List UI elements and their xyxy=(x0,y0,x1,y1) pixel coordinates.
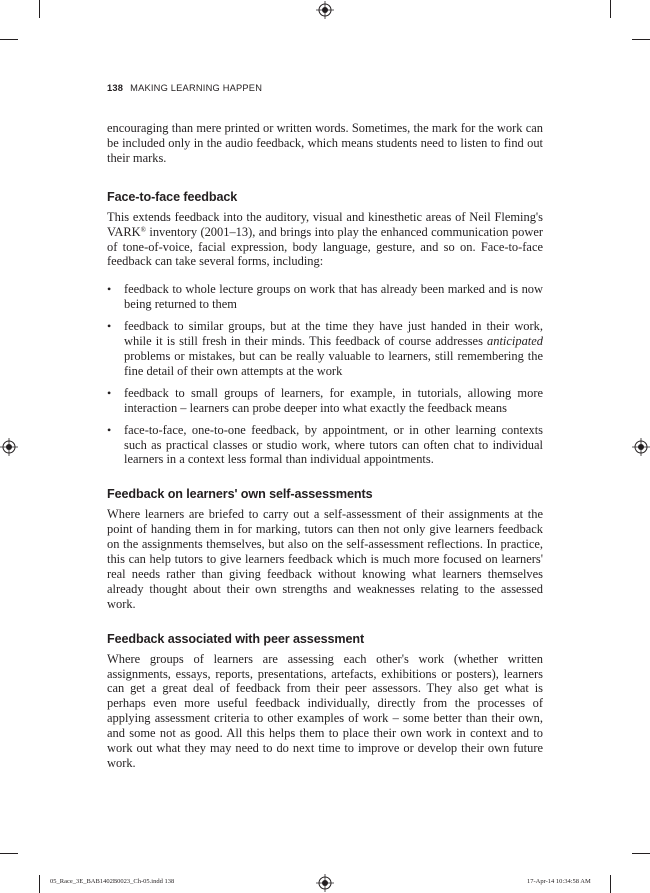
crop-mark xyxy=(632,39,650,40)
crop-mark xyxy=(0,39,18,40)
section-heading: Feedback associated with peer assessment xyxy=(107,631,365,646)
list-item-text: feedback to small groups of learners, for example, in tutorials, allowing more interaction – learners can probe deeper into what exactly the feedback means xyxy=(124,385,543,415)
slug-timestamp: 17-Apr-14 10:34:58 AM xyxy=(527,878,591,885)
crop-mark xyxy=(610,875,611,893)
paragraph-text: inventory (2001–13), and brings into play the enhanced communication power of tone-of-voice, facial expression, body language, gesture, and so on. Face-to-face feedback can take several forms, including: xyxy=(107,224,543,269)
list-item xyxy=(107,282,543,312)
bullet-list xyxy=(107,282,543,467)
crop-mark xyxy=(0,853,18,854)
registered-mark: ® xyxy=(140,225,146,234)
section-paragraph: Where learners are briefed to carry out a self-assessment of their assignments at the point of handing them in for marking, tutors can then not only give learners feedback on the assignments themselves, but also on the self-assessment reflections. In practice, this can help tutors to give learners feedback which is much more focused on learners' real needs rather than giving feedback without knowing what learners themselves already thought about their own strengths and weaknesses relating to the assessed work. xyxy=(107,507,543,611)
list-item xyxy=(107,386,543,416)
page-body xyxy=(107,121,543,771)
list-item xyxy=(107,423,543,468)
section-heading: Feedback on learners' own self-assessments xyxy=(107,487,373,502)
bullet-icon: • xyxy=(107,422,112,437)
crop-mark xyxy=(39,875,40,893)
paragraph-text: This extends feedback into the auditory, visual and kinesthetic areas of Neil Fleming's VARK xyxy=(107,209,543,239)
list-item-text: feedback to whole lecture groups on work that has already been marked and is now being returned to them xyxy=(124,282,543,312)
section-paragraph: Where groups of learners are assessing each other's work (whether written assignments, essays, reports, presentations, artefacts, exhibitions or posters), learners can get a great deal of feedback from their peer assessors. They also get what is perhaps even more useful feedback individually, directly from the processes of applying assessment criteria to other examples of work – some better than their own, and some not as good. All this helps them to place their own work in context and to work out what they may need to do next time to improve or develop their own future work. xyxy=(107,651,543,770)
list-item xyxy=(107,319,543,379)
section-self-assessment xyxy=(107,487,543,611)
section-paragraph xyxy=(107,210,543,270)
crop-mark xyxy=(39,0,40,18)
section-heading: Face-to-face feedback xyxy=(107,189,238,204)
emphasis-text: anticipated xyxy=(487,334,543,349)
bullet-icon: • xyxy=(107,282,112,297)
registration-mark-icon xyxy=(316,1,334,19)
list-item-text: problems or mistakes, but can be really valuable to learners, still remembering the fine detail of their own attempts at the work xyxy=(124,348,543,378)
list-item-text: feedback to similar groups, but at the time they have just handed in their work, while it is still fresh in their minds. This feedback of course addresses xyxy=(124,319,543,349)
bullet-icon: • xyxy=(107,385,112,400)
running-title: MAKING LEARNING HAPPEN xyxy=(130,83,263,93)
intro-paragraph: encouraging than mere printed or written words. Sometimes, the mark for the work can be included only in the audio feedback, which means students need to listen to find out their marks. xyxy=(107,121,543,165)
registration-mark-icon xyxy=(0,438,18,456)
bullet-icon: • xyxy=(107,319,112,334)
section-peer-assessment xyxy=(107,632,543,771)
list-item-text: face-to-face, one-to-one feedback, by appointment, or in other learning contexts such as practical classes or studio work, where tutors can often chat to individual learners in a context less formal than individual appointments. xyxy=(124,422,543,467)
running-header xyxy=(107,83,262,93)
page-number: 138 xyxy=(107,83,124,93)
slug-file-name: 05_Race_3E_BAB1402B0023_Ch-05.indd 138 xyxy=(50,878,175,885)
crop-mark xyxy=(610,0,611,18)
registration-mark-icon xyxy=(316,874,334,892)
section-face-to-face xyxy=(107,190,543,468)
registration-mark-icon xyxy=(632,438,650,456)
crop-mark xyxy=(632,853,650,854)
